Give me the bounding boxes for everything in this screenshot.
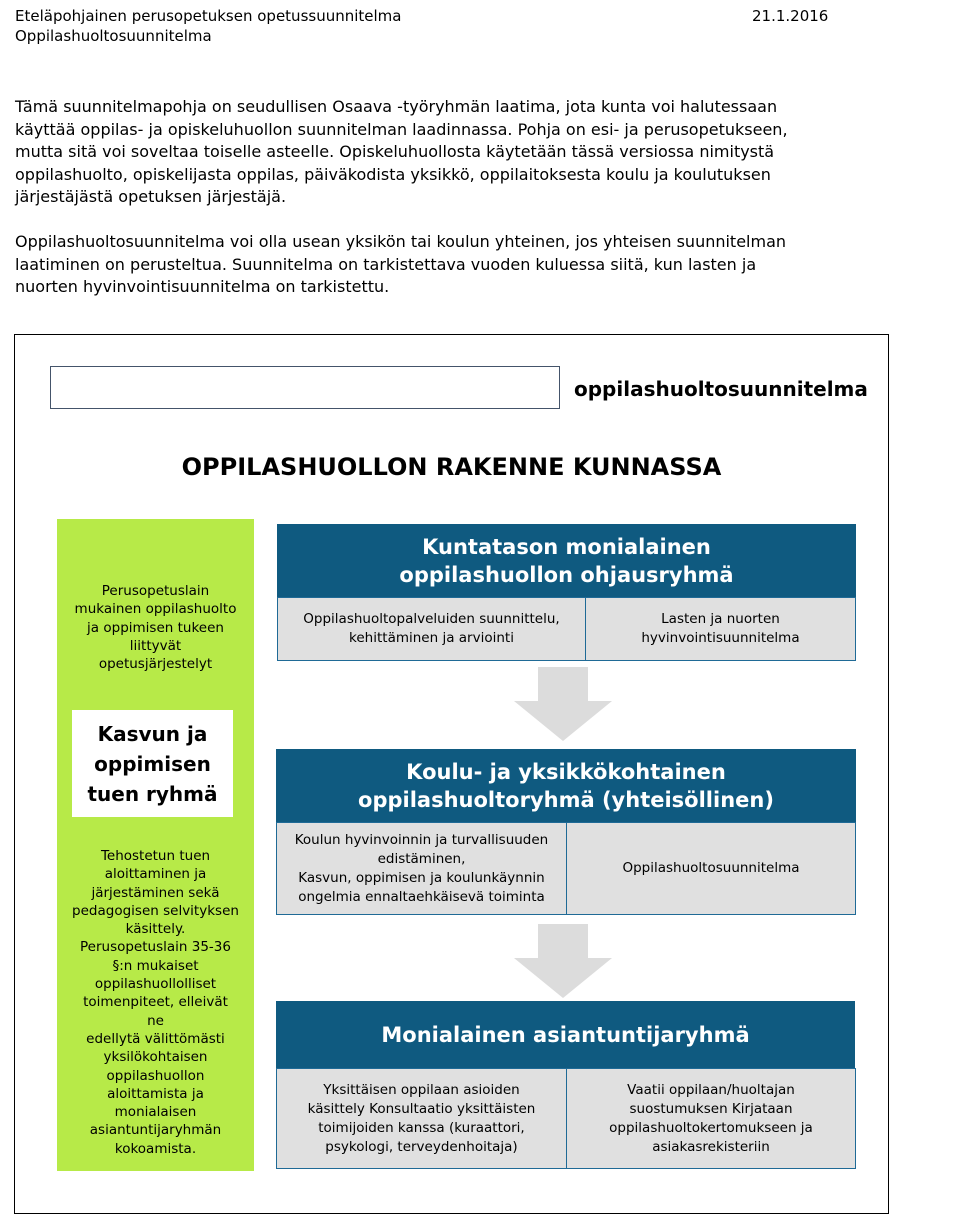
document-title: Eteläpohjainen perusopetuksen opetussuunnitelma [15,7,402,25]
arrow-down-icon [514,924,612,998]
text-line: Oppilashuoltosuunnitelma [622,860,800,876]
support-group-description [57,582,254,673]
municipal-steering-group-header [277,524,856,597]
intro-line: oppilashuolto, opiskelijasta oppilas, päiväkodista yksikkö, oppilaitoksesta koulu ja koulutuksen [15,164,771,184]
text-line: käsittely Konsultaatio yksittäisten [307,1100,536,1117]
text-line: Kasvun, oppimisen ja koulunkäynnin [298,869,545,886]
text-line: hyvinvointisuunnitelma [641,630,800,646]
document-date: 21.1.2016 [752,7,829,25]
text-line: oppilashuoltoryhmä (yhteisöllinen) [358,787,774,812]
text-line: kehittäminen ja arviointi [349,630,514,646]
intro-line: käyttää oppilas- ja opiskeluhuollon suunnitelman laadinnassa. Pohja on esi- ja perusopetukseen, [15,119,788,139]
text-line: ne [147,1012,164,1029]
document-section: Oppilashuoltosuunnitelma [15,27,212,45]
text-line: Yksittäisen oppilaan asioiden [323,1081,520,1098]
intro-paragraph-2 [15,231,895,299]
text-line: edellytä välittömästi [86,1030,225,1047]
text-line: mukainen oppilashuolto [74,601,237,618]
text-line: liittyvät [129,637,182,654]
text-line: Kuntatason monialainen [422,534,711,559]
text-line: Kasvun ja [97,721,208,746]
intro-line: mutta sitä voi soveltaa toiselle asteelle. Opiskeluhuollosta käytetään tässä versiossa nimitystä [15,142,775,161]
text-line: ongelmia ennaltaehkäisevä toiminta [298,888,545,905]
municipal-steering-group-task [277,597,586,661]
intro-line: Tämä suunnitelmapohja on seudullisen Osaava -työryhmän laatima, jota kunta voi halutessaan [15,97,778,116]
text-line: asiantuntijaryhmän [89,1122,222,1139]
municipal-steering-group-plan [585,597,856,661]
text-line: monialaisen [114,1104,197,1121]
document-type-label: oppilashuoltosuunnitelma [574,377,868,401]
intro-line: nuorten hyvinvointisuunnitelma on tarkistettu. [15,277,390,296]
text-line: käsittely. [125,921,186,938]
school-welfare-group-task [276,822,567,915]
text-line: yksilökohtaisen [103,1049,208,1066]
expert-group-task [276,1068,567,1169]
text-line: pedagogisen selvityksen [72,902,239,919]
text-line: Perusopetuslain [101,583,210,599]
text-line: oppimisen [94,751,211,776]
text-line: aloittamista ja [107,1085,204,1102]
text-line: ja oppimisen tukeen [87,619,224,636]
intro-line: järjestäjästä opetuksen järjestäjä. [15,187,287,206]
text-line: psykologi, terveydenhoitaja) [325,1138,518,1155]
text-line: oppilashuollon ohjausryhmä [399,562,734,587]
text-line: toimijoiden kanssa (kuraattori, [318,1119,525,1136]
text-line: Koulu- ja yksikkökohtainen [406,759,726,784]
text-line: §:n mukaiset [112,957,199,974]
text-line: Oppilashuoltopalveluiden suunnittelu, [303,611,560,627]
diagram-title: OPPILASHUOLLON RAKENNE KUNNASSA [181,453,722,481]
municipality-name-field[interactable] [50,366,560,409]
text-line: Lasten ja nuorten [661,611,780,627]
text-line: Tehostetun tuen [100,848,211,864]
expert-group-header [276,1001,855,1068]
support-group-tasks [57,847,254,1158]
text-line: Monialainen asiantuntijaryhmä [381,1022,750,1047]
document-header [15,6,401,46]
intro-paragraph-1 [15,96,895,209]
text-line: Perusopetuslain 35-36 [80,939,231,956]
text-line: asiakasrekisteriin [652,1138,770,1155]
text-line: toimenpiteet, elleivät [83,994,228,1011]
arrow-down-icon [514,667,612,741]
text-line: edistäminen, [377,850,466,867]
support-group-title [72,710,233,817]
text-line: aloittaminen ja [104,866,207,883]
text-line: suostumuksen Kirjataan [629,1100,793,1117]
text-line: Vaatii oppilaan/huoltajan [627,1081,795,1098]
intro-line: laatiminen on perusteltua. Suunnitelma on tarkistettava vuoden kuluessa siitä, kun lasten ja [15,254,757,274]
school-welfare-group-header [276,749,856,822]
text-line: oppilashuollon [106,1067,205,1084]
expert-group-consent [566,1068,856,1169]
text-line: kokoamista. [114,1140,197,1157]
text-line: oppilashuollolliset [94,976,217,993]
text-line: tuen ryhmä [87,781,218,806]
text-line: Koulun hyvinvoinnin ja turvallisuuden [294,831,549,848]
text-line: oppilashuoltokertomukseen ja [609,1119,813,1136]
text-line: järjestäminen sekä [91,884,220,901]
text-line: opetusjärjestelyt [98,656,213,673]
intro-line: Oppilashuoltosuunnitelma voi olla usean yksikön tai koulun yhteinen, jos yhteisen suunnitelman [15,232,787,251]
school-welfare-group-plan [566,822,856,915]
